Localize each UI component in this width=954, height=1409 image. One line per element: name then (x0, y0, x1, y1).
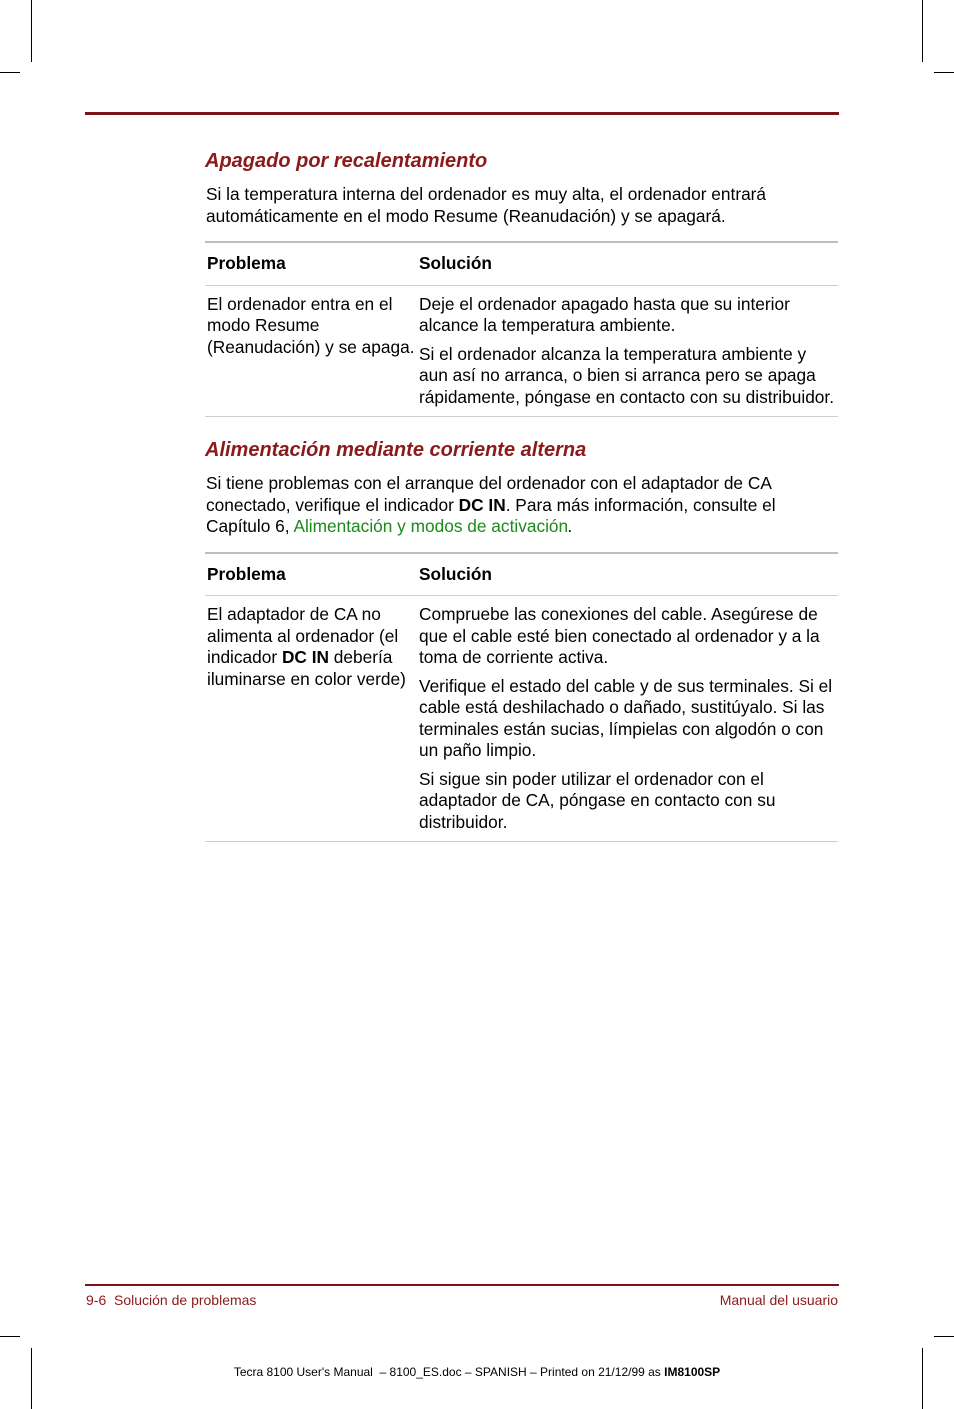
section-title-overheating: Apagado por recalentamiento (205, 150, 488, 172)
header-rule (85, 112, 839, 115)
footer-page-label: 9-6 Solución de problemas (86, 1292, 257, 1308)
solution-text: Si sigue sin poder utilizar el ordenador con el adaptador de CA, póngase en contacto con su distribuidor. (419, 768, 776, 832)
crop-mark (922, 0, 923, 62)
chapter-link[interactable]: Alimentación y modos de activación (293, 516, 569, 536)
problem-solution-table (205, 241, 838, 417)
solution-text: Deje el ordenador apagado hasta que su interior alcance la temperatura ambiente. (419, 293, 790, 335)
column-header-problem: Problema (205, 242, 417, 285)
intro-text: Si tiene problemas con el arranque del ordenador con el adaptador de CA conectado, verifique el indicador (206, 473, 771, 515)
print-info-text: Tecra 8100 User's Manual – 8100_ES.doc – SPANISH – Printed on 21/12/99 as (233, 1365, 665, 1379)
footer-rule (85, 1284, 839, 1286)
section-title-ac-power: Alimentación mediante corriente alterna (205, 439, 587, 461)
problem-text-part: El adaptador de CA no alimenta al ordenador (el indicador (207, 604, 399, 667)
solution-text: Si el ordenador alcanza la temperatura ambiente y aun así no arranca, o bien si arranca pero se apaga rápidamente, póngase en contacto con su distribuidor. (419, 343, 835, 407)
problem-solution-table (205, 552, 838, 843)
solution-cell (417, 596, 838, 842)
problem-text: El ordenador entra en el modo Resume (Reanudación) y se apaga. (207, 293, 415, 357)
intro-text: . Para más información, consulte el Capítulo 6, (206, 494, 776, 536)
page-content (205, 148, 838, 842)
footer-manual-title: Manual del usuario (719, 1292, 838, 1308)
crop-mark (934, 72, 954, 73)
table-row (205, 596, 838, 842)
crop-mark (934, 1336, 954, 1337)
dc-in-label: DC IN (458, 494, 506, 515)
solution-text: Compruebe las conexiones del cable. Asegúrese de que el cable esté bien conectado al ordenador y a la toma de corriente activa. (419, 604, 820, 667)
problem-text (207, 604, 417, 690)
problem-text-part: debería iluminarse en color verde) (207, 647, 406, 689)
crop-mark (0, 1336, 20, 1337)
problem-cell (205, 596, 417, 842)
column-header-solution: Solución (417, 553, 838, 596)
crop-mark (0, 72, 20, 73)
table-row (205, 285, 838, 417)
print-info-code: IM8100SP (664, 1365, 721, 1379)
table-header-row (205, 242, 838, 285)
solution-text: Verifique el estado del cable y de sus terminales. Si el cable está deshilachado o dañado, sustitúyalo. Si las terminales están sucias, límpielas con algodón o con un paño limpio. (419, 675, 833, 760)
dc-in-label: DC IN (281, 647, 329, 667)
intro-text-end: . (568, 516, 573, 536)
print-info (0, 1365, 954, 1379)
section-intro-overheating: Si la temperatura interna del ordenador es muy alta, el ordenador entrará automáticamente en el modo Resume (Reanudación) y se apagará. (206, 184, 767, 226)
column-header-problem: Problema (205, 553, 417, 596)
problem-cell (205, 285, 417, 417)
table-header-row (205, 553, 838, 596)
section-intro-ac-power (206, 473, 838, 538)
crop-mark (31, 0, 32, 62)
solution-cell (417, 285, 838, 417)
column-header-solution: Solución (417, 242, 838, 285)
